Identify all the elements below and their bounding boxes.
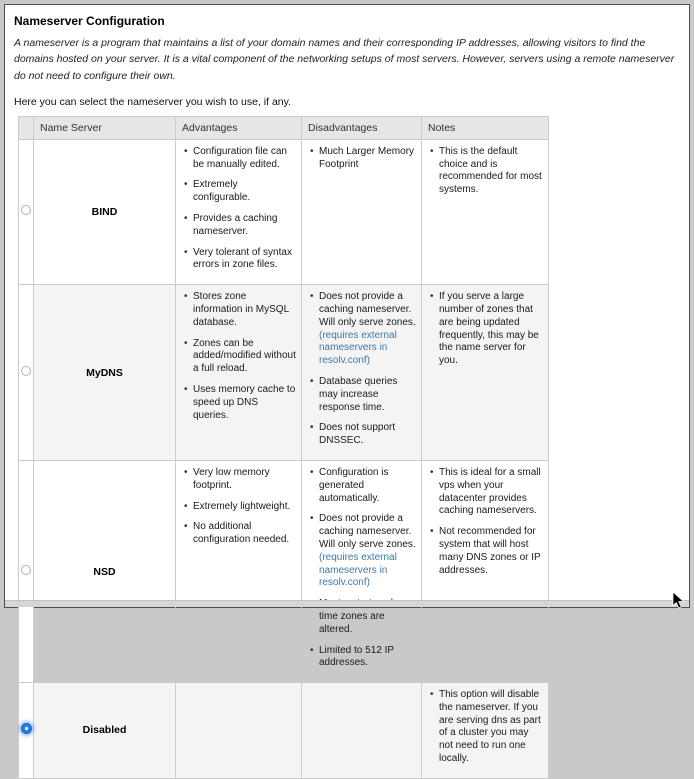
list-item — [439, 526, 543, 577]
list-item — [319, 146, 416, 172]
nameserver-name: Disabled — [82, 724, 127, 737]
list-item-text: Extremely configurable. — [193, 179, 251, 204]
list-item — [193, 247, 296, 273]
column-header-disadvantages: Disadvantages — [302, 116, 422, 139]
list-item — [439, 291, 543, 368]
notes-list — [427, 145, 543, 197]
nameserver-name: MyDNS — [86, 366, 123, 379]
list-item — [319, 422, 416, 448]
name-cell — [34, 139, 176, 284]
list-item-text: Configuration file can be manually edited. — [193, 145, 287, 170]
list-item — [319, 291, 416, 368]
list-item — [193, 521, 296, 547]
header-radio-spacer — [19, 116, 34, 139]
column-header-notes: Notes — [422, 116, 549, 139]
advantages-list — [181, 145, 296, 272]
nameserver-table — [18, 116, 549, 779]
list-item — [319, 513, 416, 590]
disadvantages-list — [307, 466, 416, 670]
column-header-name-server: Name Server — [34, 116, 176, 139]
notes-cell — [422, 285, 549, 461]
list-item-text: Does not support DNSSEC. — [319, 422, 396, 447]
radio-cell — [19, 285, 34, 461]
list-item-text: This is ideal for a small vps when your datacenter provides caching nameservers. — [439, 466, 541, 517]
list-item — [193, 291, 296, 329]
list-item-text: Much Larger Memory Footprint — [319, 145, 415, 170]
list-item — [319, 467, 416, 505]
radio-cell — [19, 683, 34, 779]
nameserver-radio-mydns[interactable] — [21, 366, 31, 376]
advantages-list — [181, 688, 296, 689]
list-item-text: Extremely lightweight. — [193, 500, 291, 512]
list-item-text: Does not provide a caching nameserver. Will only serve zones. — [319, 513, 416, 550]
disadvantages-cell — [302, 460, 422, 682]
nameserver-radio-disabled[interactable] — [21, 723, 32, 734]
disadvantages-cell — [302, 285, 422, 461]
page-description: A nameserver is a program that maintains a list of your domain names and their corresponding IP addresses, allowing visitors to find the domains hosted on your server. It is a vital component of the networking setups of most servers. However, servers using a remote nameserver do not need to configure their own. — [14, 37, 675, 82]
list-item-text: Limited to 512 IP addresses. — [319, 644, 394, 669]
nameserver-radio-bind[interactable] — [21, 205, 31, 215]
window-frame — [4, 4, 690, 765]
notes-list — [427, 466, 543, 577]
advantages-cell — [176, 139, 302, 284]
list-item-text: This option will disable the nameserver. If you are serving dns as part of a cluster you may not need to run one locally. — [439, 689, 541, 765]
list-item — [319, 376, 416, 414]
resolv-conf-link[interactable]: (requires external nameservers in resolv.conf) — [319, 551, 397, 589]
name-cell — [34, 460, 176, 682]
disadvantages-list — [307, 145, 416, 172]
notes-list — [427, 688, 543, 766]
advantages-cell — [176, 683, 302, 779]
nameserver-name: NSD — [93, 565, 116, 578]
list-item — [193, 179, 296, 205]
list-item-text: If you serve a large number of zones that are being updated frequently, this may be the name server for you. — [439, 291, 539, 367]
instruction-text: Here you can select the nameserver you wish to use, if any. — [14, 95, 292, 108]
nameserver-radio-nsd[interactable] — [21, 565, 31, 575]
nameserver-name: BIND — [91, 205, 118, 218]
list-item — [439, 689, 543, 766]
advantages-cell — [176, 460, 302, 682]
list-item-text: Database queries may increase response time. — [319, 375, 398, 413]
nameserver-table-body — [19, 139, 549, 778]
page-title: Nameserver Configuration — [14, 14, 165, 28]
list-item — [193, 384, 296, 422]
list-item-text: Very tolerant of syntax errors in zone files. — [193, 246, 292, 271]
table-row-nsd — [19, 460, 549, 682]
resolv-conf-link[interactable]: (requires external nameservers in resolv.conf) — [319, 329, 397, 367]
list-item-text: Uses memory cache to speed up DNS queries. — [193, 383, 296, 421]
notes-cell — [422, 139, 549, 284]
radio-cell — [19, 460, 34, 682]
notes-list — [427, 290, 543, 368]
table-row-mydns — [19, 285, 549, 461]
radio-cell — [19, 139, 34, 284]
list-item — [319, 645, 416, 671]
bottom-scroll-area — [5, 600, 689, 607]
advantages-list — [181, 466, 296, 547]
list-item — [439, 467, 543, 518]
list-item-text: Zones can be added/modified without a full reload. — [193, 337, 296, 375]
notes-cell — [422, 460, 549, 682]
column-header-advantages: Advantages — [176, 116, 302, 139]
disadvantages-cell — [302, 139, 422, 284]
table-row-disabled — [19, 683, 549, 779]
disadvantages-list — [307, 290, 416, 448]
list-item-text: Does not provide a caching nameserver. Will only serve zones. — [319, 291, 416, 328]
list-item — [193, 338, 296, 376]
list-item-text: Not recommended for system that will host many DNS zones or IP addresses. — [439, 526, 541, 576]
list-item-text: time zones are altered. — [319, 610, 385, 635]
list-item — [439, 146, 543, 197]
list-item-text: Stores zone information in MySQL database. — [193, 291, 289, 328]
page-content — [5, 5, 689, 779]
disadvantages-cell — [302, 683, 422, 779]
disadvantages-list — [307, 688, 416, 689]
advantages-cell — [176, 285, 302, 461]
list-item — [193, 467, 296, 493]
list-item-text: Very low memory footprint. — [193, 466, 270, 491]
list-item-text: Configuration is generated automatically. — [319, 466, 389, 504]
notes-cell — [422, 683, 549, 779]
table-header-row — [19, 116, 549, 139]
list-item — [193, 501, 296, 514]
list-item — [193, 213, 296, 239]
table-row-bind — [19, 139, 549, 284]
list-item-text: No additional configuration needed. — [193, 521, 290, 546]
name-cell — [34, 683, 176, 779]
list-item-text: This is the default choice and is recommended for most systems. — [439, 145, 542, 196]
name-cell — [34, 285, 176, 461]
list-item — [193, 146, 296, 172]
advantages-list — [181, 290, 296, 422]
list-item-text: Provides a caching nameserver. — [193, 212, 278, 237]
